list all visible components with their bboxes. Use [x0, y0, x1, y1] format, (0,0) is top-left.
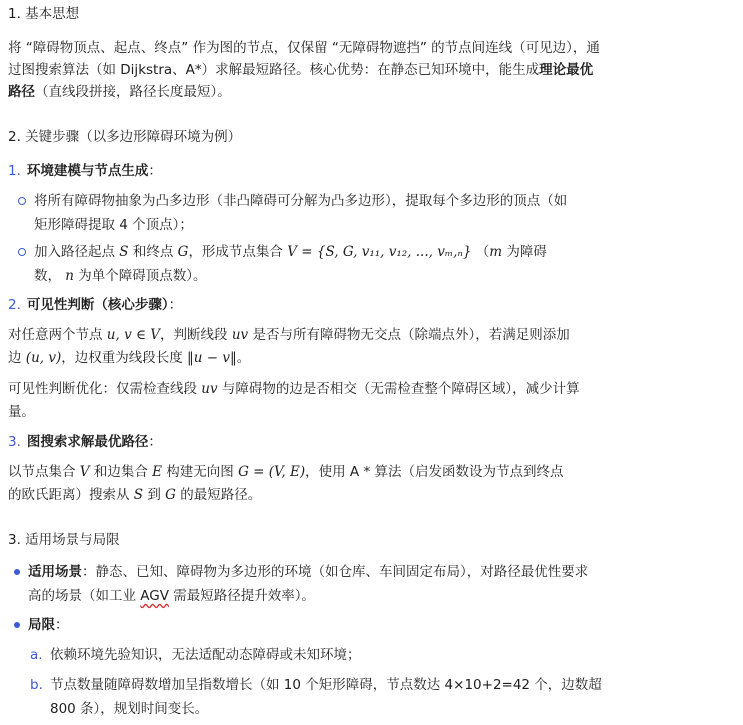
math-u-v-in-V: u, v ∈ V: [106, 327, 161, 343]
step-1-bullet-1: [34, 189, 728, 237]
step-1-bullet-2-line-2: [34, 264, 728, 288]
text: 可见性判断优化：仅需检查线段: [8, 381, 197, 397]
text: 的最短路径。: [180, 487, 262, 503]
text: 的欧氏距离）搜索从: [8, 487, 130, 503]
item-a-marker: a.: [30, 647, 43, 663]
math-node-set: V = {S, G, v₁₁, v₁₂, ..., vₘ,ₙ}: [287, 244, 472, 260]
sec1-line-2-text: 过图搜索算法（如 Dijkstra、A*）求解最短路径。核心优势：在静态已知环境中，能生成: [8, 62, 540, 78]
section-2-heading: 2. 关键步骤（以多边形障碍环境为例）: [8, 129, 242, 145]
text: （: [475, 244, 490, 260]
text: 为单个障碍顶点数）。: [78, 268, 207, 284]
step-1-bullet-2-line-1: [34, 240, 728, 264]
item-b-line-1: 节点数量随障碍数增加呈指数增长（如 10 个矩形障碍，节点数达 4×10+2=42 个，边数超: [50, 677, 602, 693]
math-m: m: [489, 244, 503, 260]
spellcheck-word-agv: AGV: [140, 588, 169, 604]
math-S: S: [133, 487, 144, 503]
text: ，形成节点集合: [188, 244, 283, 260]
scenario-title: 适用场景: [28, 564, 82, 580]
filled-bullet-icon: [14, 622, 20, 628]
sec1-bold-optimal: 理论最优: [539, 62, 594, 78]
math-uv: uv: [231, 327, 249, 343]
step-1-colon: ：: [148, 163, 162, 179]
text: 到: [147, 487, 161, 503]
item-b-line-2: 800 条），规划时间变长。: [50, 701, 209, 717]
limitation-bullet: [16, 613, 728, 637]
math-norm: ‖u − v‖: [187, 350, 237, 366]
text: 与障碍物的边是否相交（无需检查整个障碍区域），减少计算: [221, 381, 580, 397]
step-3-para-line-2: [8, 483, 728, 507]
hollow-bullet-icon: [18, 248, 26, 256]
step-3-title: 图搜索求解最优路径: [26, 434, 149, 450]
scenario-line-2: [16, 584, 728, 608]
step-1-bullet-2: [34, 240, 728, 288]
math-graph: G = (V, E): [238, 464, 306, 480]
text: ，判断线段: [160, 327, 228, 343]
step-2-para-2-line-2: 量。: [8, 404, 35, 420]
text: ，使用 A * 算法（启发函数设为节点到终点: [305, 464, 564, 480]
scenario-bullet: [16, 560, 728, 608]
math-uv: uv: [201, 381, 218, 397]
limitation-heading: [16, 613, 728, 637]
section-1-heading: 1. 基本思想: [8, 6, 80, 22]
sec1-bold-path: 路径: [8, 84, 35, 100]
math-n: n: [65, 268, 74, 284]
math-V: V: [79, 464, 90, 480]
step-1-title: 环境建模与节点生成: [26, 163, 149, 179]
filled-bullet-icon: [14, 569, 20, 575]
step-2-colon: ：: [168, 297, 183, 313]
limitation-item-b: [30, 673, 728, 721]
text: 是否与所有障碍物无交点（除端点外），若满足则添加: [252, 327, 570, 343]
sec1-line-3-text: （直线段拼接，路径长度最短）。: [35, 84, 231, 100]
math-G: G: [165, 487, 176, 503]
text: ：静态、已知、障碍物为多边形的环境（如仓库、车间固定布局），对路径最优性要求: [82, 564, 589, 580]
step-1-bullet-1-line-2: 矩形障碍提取 4 个顶点）；: [34, 217, 193, 233]
step-3-para-line-1: [8, 460, 728, 484]
text: 为障碍: [506, 244, 547, 260]
text: 加入路径起点: [34, 244, 115, 260]
text: 和终点: [132, 244, 174, 260]
text: ，边权重为线段长度: [61, 350, 183, 366]
text: 构建无向图: [166, 464, 234, 480]
section-3-heading: 3. 适用场景与局限: [8, 532, 120, 548]
text: 对任意两个节点: [8, 327, 103, 343]
hollow-bullet-icon: [18, 197, 26, 205]
scenario-line-1: [16, 560, 728, 584]
text: 高的场景（如工业: [28, 588, 141, 604]
math-E: E: [152, 464, 162, 480]
math-edge-uv: (u, v): [25, 350, 62, 366]
text: 需最短路径提升效率）。: [169, 588, 316, 604]
text: ：: [55, 617, 69, 633]
text: 数，: [34, 268, 61, 284]
step-1-number: 1.: [8, 163, 21, 179]
limitation-title: 局限: [28, 617, 55, 633]
step-3-heading: [8, 430, 728, 454]
step-2-title: 可见性判断（核心步骤）: [26, 297, 169, 313]
step-1-heading: [8, 159, 728, 183]
step-2-heading: [8, 293, 728, 317]
text: 和边集合: [93, 464, 148, 480]
step-2-para-1-line-2: [8, 346, 728, 370]
math-G: G: [177, 244, 189, 260]
sec1-line-3: [8, 80, 728, 104]
text: 。: [236, 350, 251, 366]
text: 边: [8, 350, 22, 366]
step-1-bullet-1-line-1: 将所有障碍物抽象为凸多边形（非凸障碍可分解为凸多边形），提取每个多边形的顶点（如: [34, 193, 568, 209]
limitation-item-a: [30, 643, 728, 667]
step-3-number: 3.: [8, 434, 21, 450]
sec1-line-1: 将 “障碍物顶点、起点、终点” 作为图的节点，仅保留 “无障碍物遮挡” 的节点间连线（可见边），通: [8, 40, 600, 56]
step-2-para-1-line-1: [8, 323, 728, 347]
item-b-marker: b.: [30, 677, 43, 693]
text: 以节点集合: [8, 464, 76, 480]
step-2-para-2-line-1: [8, 377, 728, 401]
step-2-number: 2.: [8, 297, 21, 313]
step-3-colon: ：: [148, 434, 162, 450]
sec1-line-2: [8, 58, 728, 82]
math-S: S: [119, 244, 129, 260]
item-a-text: 依赖环境先验知识，无法适配动态障碍或未知环境；: [50, 647, 361, 663]
